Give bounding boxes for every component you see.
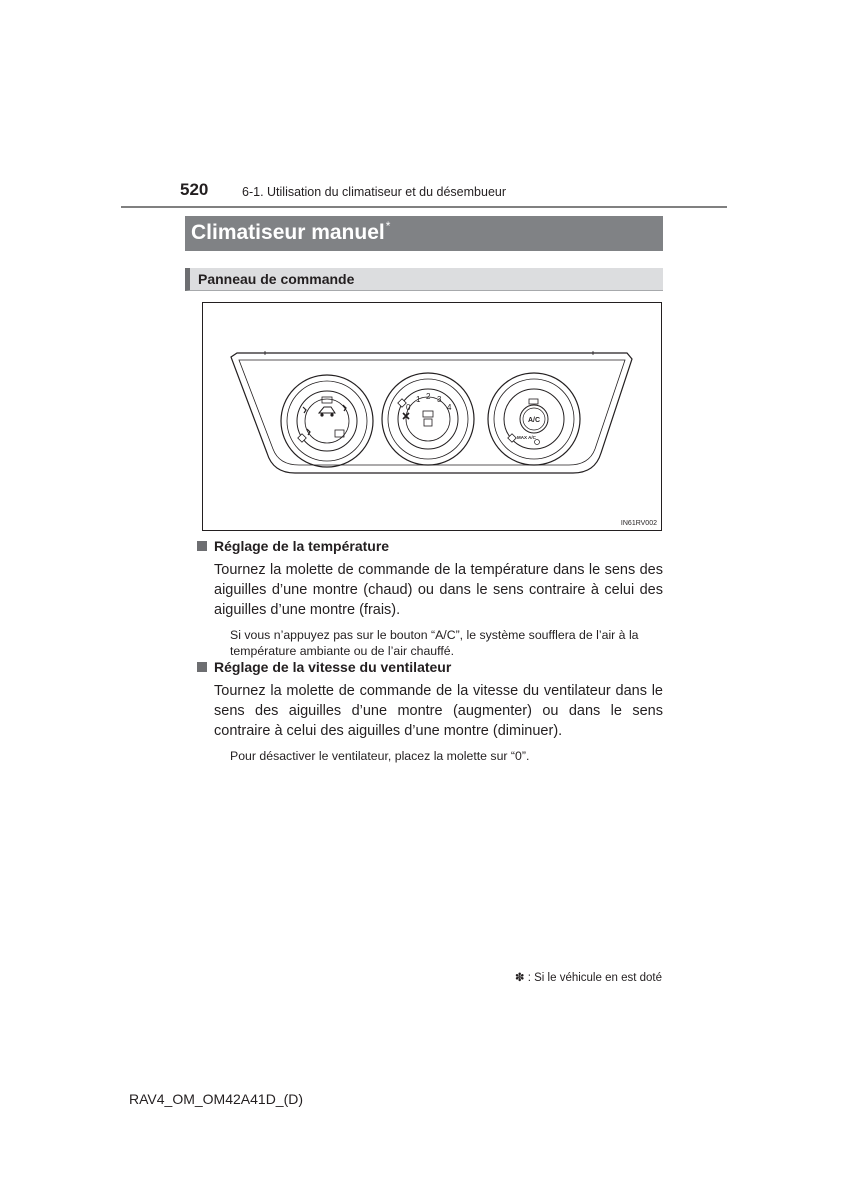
temperature-section bbox=[197, 538, 663, 659]
square-bullet-icon bbox=[197, 541, 207, 551]
fan-number-1: 1 bbox=[416, 395, 421, 404]
document-id: RAV4_OM_OM42A41D_(D) bbox=[129, 1091, 304, 1107]
fan-number-2: 2 bbox=[426, 392, 431, 401]
fan-speed-section bbox=[197, 659, 663, 764]
panel-inner-outline bbox=[239, 360, 625, 465]
page-title bbox=[185, 216, 663, 251]
footnote: ✽ : Si le véhicule en est doté bbox=[514, 972, 662, 984]
max-ac-label: MAX A/C bbox=[517, 435, 536, 440]
subheading: Panneau de commande bbox=[185, 268, 663, 291]
section-note: Pour désactiver le ventilateur, placez la molette sur “0”. bbox=[230, 749, 530, 763]
fan-number-0: 0 bbox=[406, 403, 411, 412]
square-bullet-icon bbox=[197, 662, 207, 672]
fan-number-3: 3 bbox=[437, 395, 442, 404]
panel-outer-outline bbox=[231, 353, 632, 473]
section-heading-text: Réglage de la vitesse du ventilateur bbox=[214, 659, 452, 675]
figure-code: IN61RV002 bbox=[620, 520, 657, 527]
ac-dial bbox=[488, 373, 580, 465]
section-body: Tournez la molette de commande de la vitesse du ventilateur dans le sens des aiguilles d’une montre (augmenter) ou dans le sens contraire à celui des aiguilles d’une montre (diminuer). bbox=[214, 683, 663, 739]
ac-button-label: A/C bbox=[527, 417, 541, 424]
page-number: 520 bbox=[180, 180, 209, 199]
fan-speed-dial bbox=[382, 373, 474, 465]
fan-number-4: 4 bbox=[447, 403, 452, 412]
temperature-dial bbox=[281, 375, 373, 467]
section-body: Tournez la molette de commande de la température dans le sens des aiguilles d’une montre (chaud) ou dans le sens contraire à celui des aiguilles d’une montre (frais). bbox=[214, 562, 663, 618]
section-heading bbox=[197, 538, 663, 554]
control-panel-illustration bbox=[202, 302, 662, 531]
page-title-text: Climatiseur manuel bbox=[191, 221, 385, 244]
section-heading-text: Réglage de la température bbox=[214, 538, 390, 554]
header-rule bbox=[121, 206, 727, 208]
section-note: Si vous n’appuyez pas sur le bouton “A/C”, le système soufflera de l’air à la température ambiante ou de l’air chauffé. bbox=[230, 628, 639, 658]
optional-equipment-mark: * bbox=[385, 219, 391, 233]
control-panel-drawing bbox=[203, 303, 663, 532]
running-header: 6-1. Utilisation du climatiseur et du désembueur bbox=[242, 185, 507, 199]
section-heading bbox=[197, 659, 663, 675]
